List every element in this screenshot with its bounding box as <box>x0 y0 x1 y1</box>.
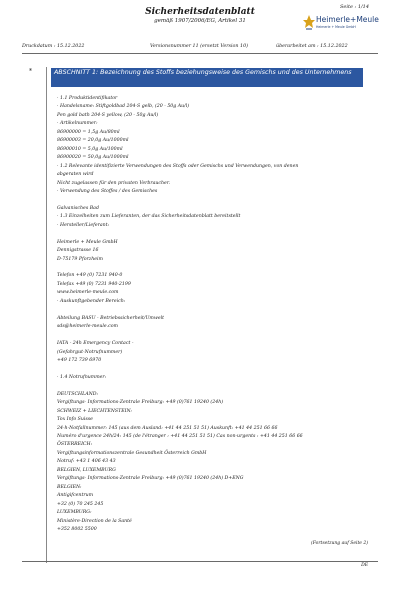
text-line: (Gefahrgut-Notrufnummer) <box>57 349 123 355</box>
text-line: LUXEMBURG: <box>57 510 92 516</box>
text-line: +32 (0) 70 245 245 <box>57 501 104 507</box>
continuation-note: (Fortsetzung auf Seite 2) <box>311 541 368 546</box>
company-logo <box>302 14 379 36</box>
text-line: · Auskunftgebender Bereich: <box>57 298 126 304</box>
text-line: Notruf: +43 1 406 43 43 <box>57 459 116 465</box>
text-line: BELGIEN, LUXEMBURG <box>57 467 116 473</box>
text-line: Numéro d'urgence 24h/24: 145 (de l'étranger : +41 44 251 51 51) Cas non-urgents : +41 44 251 66 66 <box>57 434 303 439</box>
footer-rule <box>22 561 378 562</box>
text-line: Vergiftungs- Informations-Zentrale Freiburg: +49 (0)761 19240 (24h) D+ENG <box>57 476 244 482</box>
text-line: 86900010 = 5,0g Au/100ml <box>57 146 123 152</box>
text-line: · 1.3 Einzelheiten zum Lieferanten, der das Sicherheitsdatenblatt bereitstellt <box>57 214 241 220</box>
text-line: SCHWEIZ + LIECHTENSTEIN: <box>57 408 132 414</box>
revision-date: überarbeitet am : 15.12.2022 <box>276 44 348 49</box>
text-line: Antigifcentrum <box>57 493 94 499</box>
language-code: DE <box>361 563 368 568</box>
change-marker: * <box>29 68 32 75</box>
text-line: Vergiftungs- Informations-Zentrale Freiburg: +49 (0)761 19240 (24h) <box>57 400 224 406</box>
text-line: · Verwendung des Stoffes / des Gemisches <box>57 188 158 194</box>
text-line: Telefax +49 (0) 7231 940-2199 <box>57 281 131 287</box>
text-line: BELGIEN: <box>57 484 82 490</box>
print-date: Druckdatum : 15.12.2022 <box>22 44 85 49</box>
text-line: · 1.4 Notrufnummer: <box>57 374 107 380</box>
text-line: 86900003 = 20,0g Au/1000ml <box>57 138 129 144</box>
logo-name: Heimerle+Meule <box>316 15 379 24</box>
header-rule <box>22 53 378 54</box>
text-line: Ministère-Direction de la Santé <box>57 518 132 524</box>
document-title: Sicherheitsdatenblatt <box>145 7 255 17</box>
text-line: +49 172 739 6970 <box>57 357 102 363</box>
text-line: · Handelsname: Stiftgoldbad 204-S gelb, (20 - 50g Au/l) <box>57 104 190 110</box>
text-line: 86900000 = 1,5g Au/80ml <box>57 129 120 135</box>
text-line: Tox Info Suisse <box>57 417 93 423</box>
text-line: · Artikelnummer: <box>57 121 98 127</box>
page-number: Seite : 1/14 <box>340 4 370 10</box>
text-line: · 1.1 Produktidentifikator <box>57 96 118 101</box>
document-subtitle: gemäß 1907/2006/EG, Artikel 31 <box>154 18 246 24</box>
text-line: 24-h-Notfallnummer: 145 (aus dem Ausland: +41 44 251 51 51) Auskunft: +41 44 251 66 66 <box>57 425 278 431</box>
text-line: DEUTSCHLAND: <box>57 391 99 397</box>
text-line: +352 8002 5500 <box>57 526 97 532</box>
text-line: ÖSTERREICH: <box>57 442 93 448</box>
text-line: Pen gold bath 204-S yellow, (20 - 50g Au/l) <box>57 112 159 118</box>
text-line: IATA - 24h Emergency Contact - <box>57 341 134 347</box>
text-line: sds@heimerle-meule.com <box>57 324 119 330</box>
text-line: Heimerle + Meule GmbH <box>57 239 118 245</box>
version-number: Versionsnummer 11 (ersetzt Version 10) <box>150 44 248 49</box>
text-line: abgeraten wird <box>57 172 94 178</box>
text-line: Nicht zugelassen für den privaten Verbraucher. <box>57 180 171 186</box>
text-line: www.heimerle-meule.com <box>57 290 119 296</box>
text-line: 86900020 = 50,0g Au/1000ml <box>57 155 129 161</box>
section-1-heading: ABSCHNITT 1: Bezeichnung des Stoffs beziehungsweise des Gemischs und des Unternehmens <box>51 68 363 87</box>
text-line: Vergiftungsinformationszentrale Gesundheit Österreich GmbH <box>57 450 207 456</box>
logo-mark-icon <box>302 14 316 32</box>
text-line: · 1.2 Relevante identifizierte Verwendungen des Stoffs oder Gemischs und Verwendungen, von denen <box>57 163 299 169</box>
text-line: · Hersteller/Lieferant: <box>57 222 110 228</box>
text-line: Dennigstrasse 16 <box>57 248 99 254</box>
text-line: D-75179 Pforzheim <box>57 256 103 262</box>
text-line: Galvanisches Bad <box>57 205 99 211</box>
text-line: Abteilung BASU - Betriebssicherheit/Umwelt <box>57 315 165 321</box>
text-line: Telefon +49 (0) 7231 940-0 <box>57 273 123 279</box>
logo-tagline: Heimerle + Meule GmbH <box>316 25 356 29</box>
